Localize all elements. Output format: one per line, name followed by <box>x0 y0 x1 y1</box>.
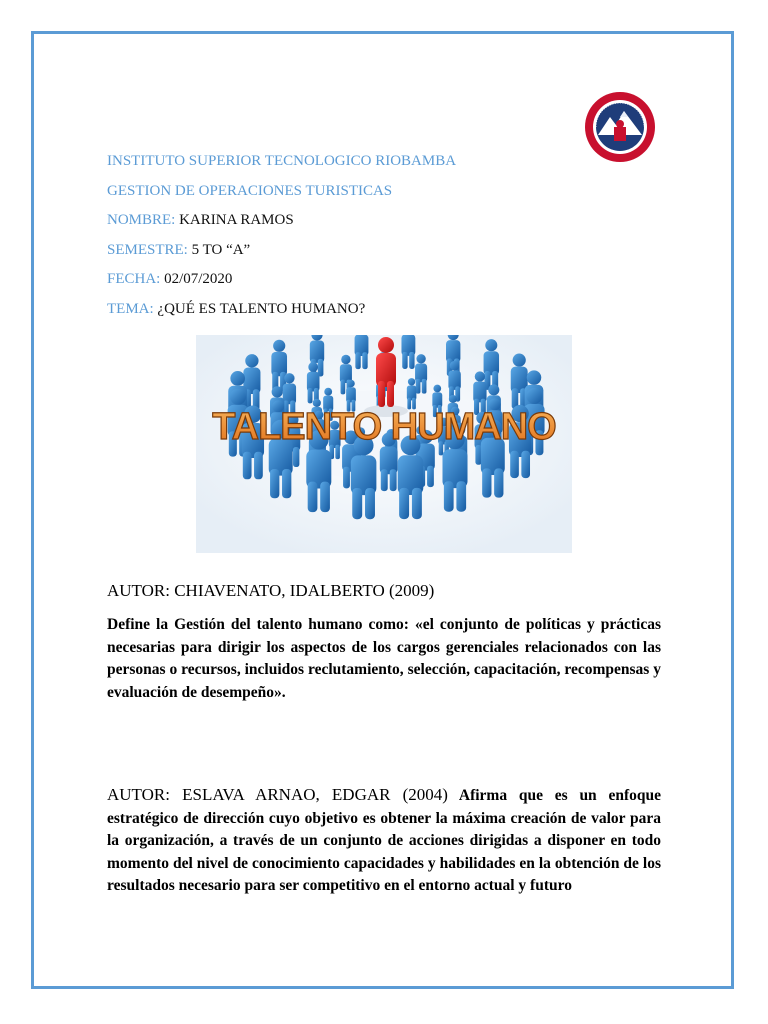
banner-text: TALENTO HUMANO <box>212 406 556 448</box>
author1-heading: AUTOR: CHIAVENATO, IDALBERTO (2009) <box>107 581 435 600</box>
program-title: GESTION DE OPERACIONES TURISTICAS <box>107 182 393 199</box>
date-line <box>107 268 647 298</box>
name-line <box>107 209 647 239</box>
author2-heading: AUTOR: ESLAVA ARNAO, EDGAR (2004) <box>107 785 448 804</box>
date-value: 02/07/2020 <box>164 271 233 288</box>
document-header <box>107 150 647 328</box>
date-label: FECHA: <box>107 271 161 288</box>
author2-text: Afirma que es un enfoque estratégico de dirección cuyo objetivo es obtener la máxima creación de valor para la organización, a través de un conjunto de acciones dirigidas a disponer en todo momento del nivel de conocimiento capacidades y habilidades en la obtención de los resultados necesario para ser competitivo en el entorno actual y futuro <box>107 787 661 894</box>
semester-line <box>107 239 647 269</box>
people-circle-illustration <box>196 335 572 553</box>
document-body <box>107 580 661 898</box>
author2-paragraph <box>107 784 661 898</box>
name-label: NOMBRE: <box>107 212 176 229</box>
author1-paragraph: Define la Gestión del talento humano como: «el conjunto de políticas y prácticas necesarias para dirigir los aspectos de los cargos gerenciales relacionados con las personas o recursos, incluidos reclutamiento, selección, capacitación, recompensas y evaluación de desempeño». <box>107 616 661 701</box>
institution-title: INSTITUTO SUPERIOR TECNOLOGICO RIOBAMBA <box>107 153 457 169</box>
topic-value: ¿QUÉ ES TALENTO HUMANO? <box>157 300 366 317</box>
name-value: KARINA RAMOS <box>179 212 294 229</box>
topic-line <box>107 298 647 328</box>
topic-label: TEMA: <box>107 300 154 317</box>
semester-value: 5 TO “A” <box>191 241 251 258</box>
semester-label: SEMESTRE: <box>107 241 188 258</box>
